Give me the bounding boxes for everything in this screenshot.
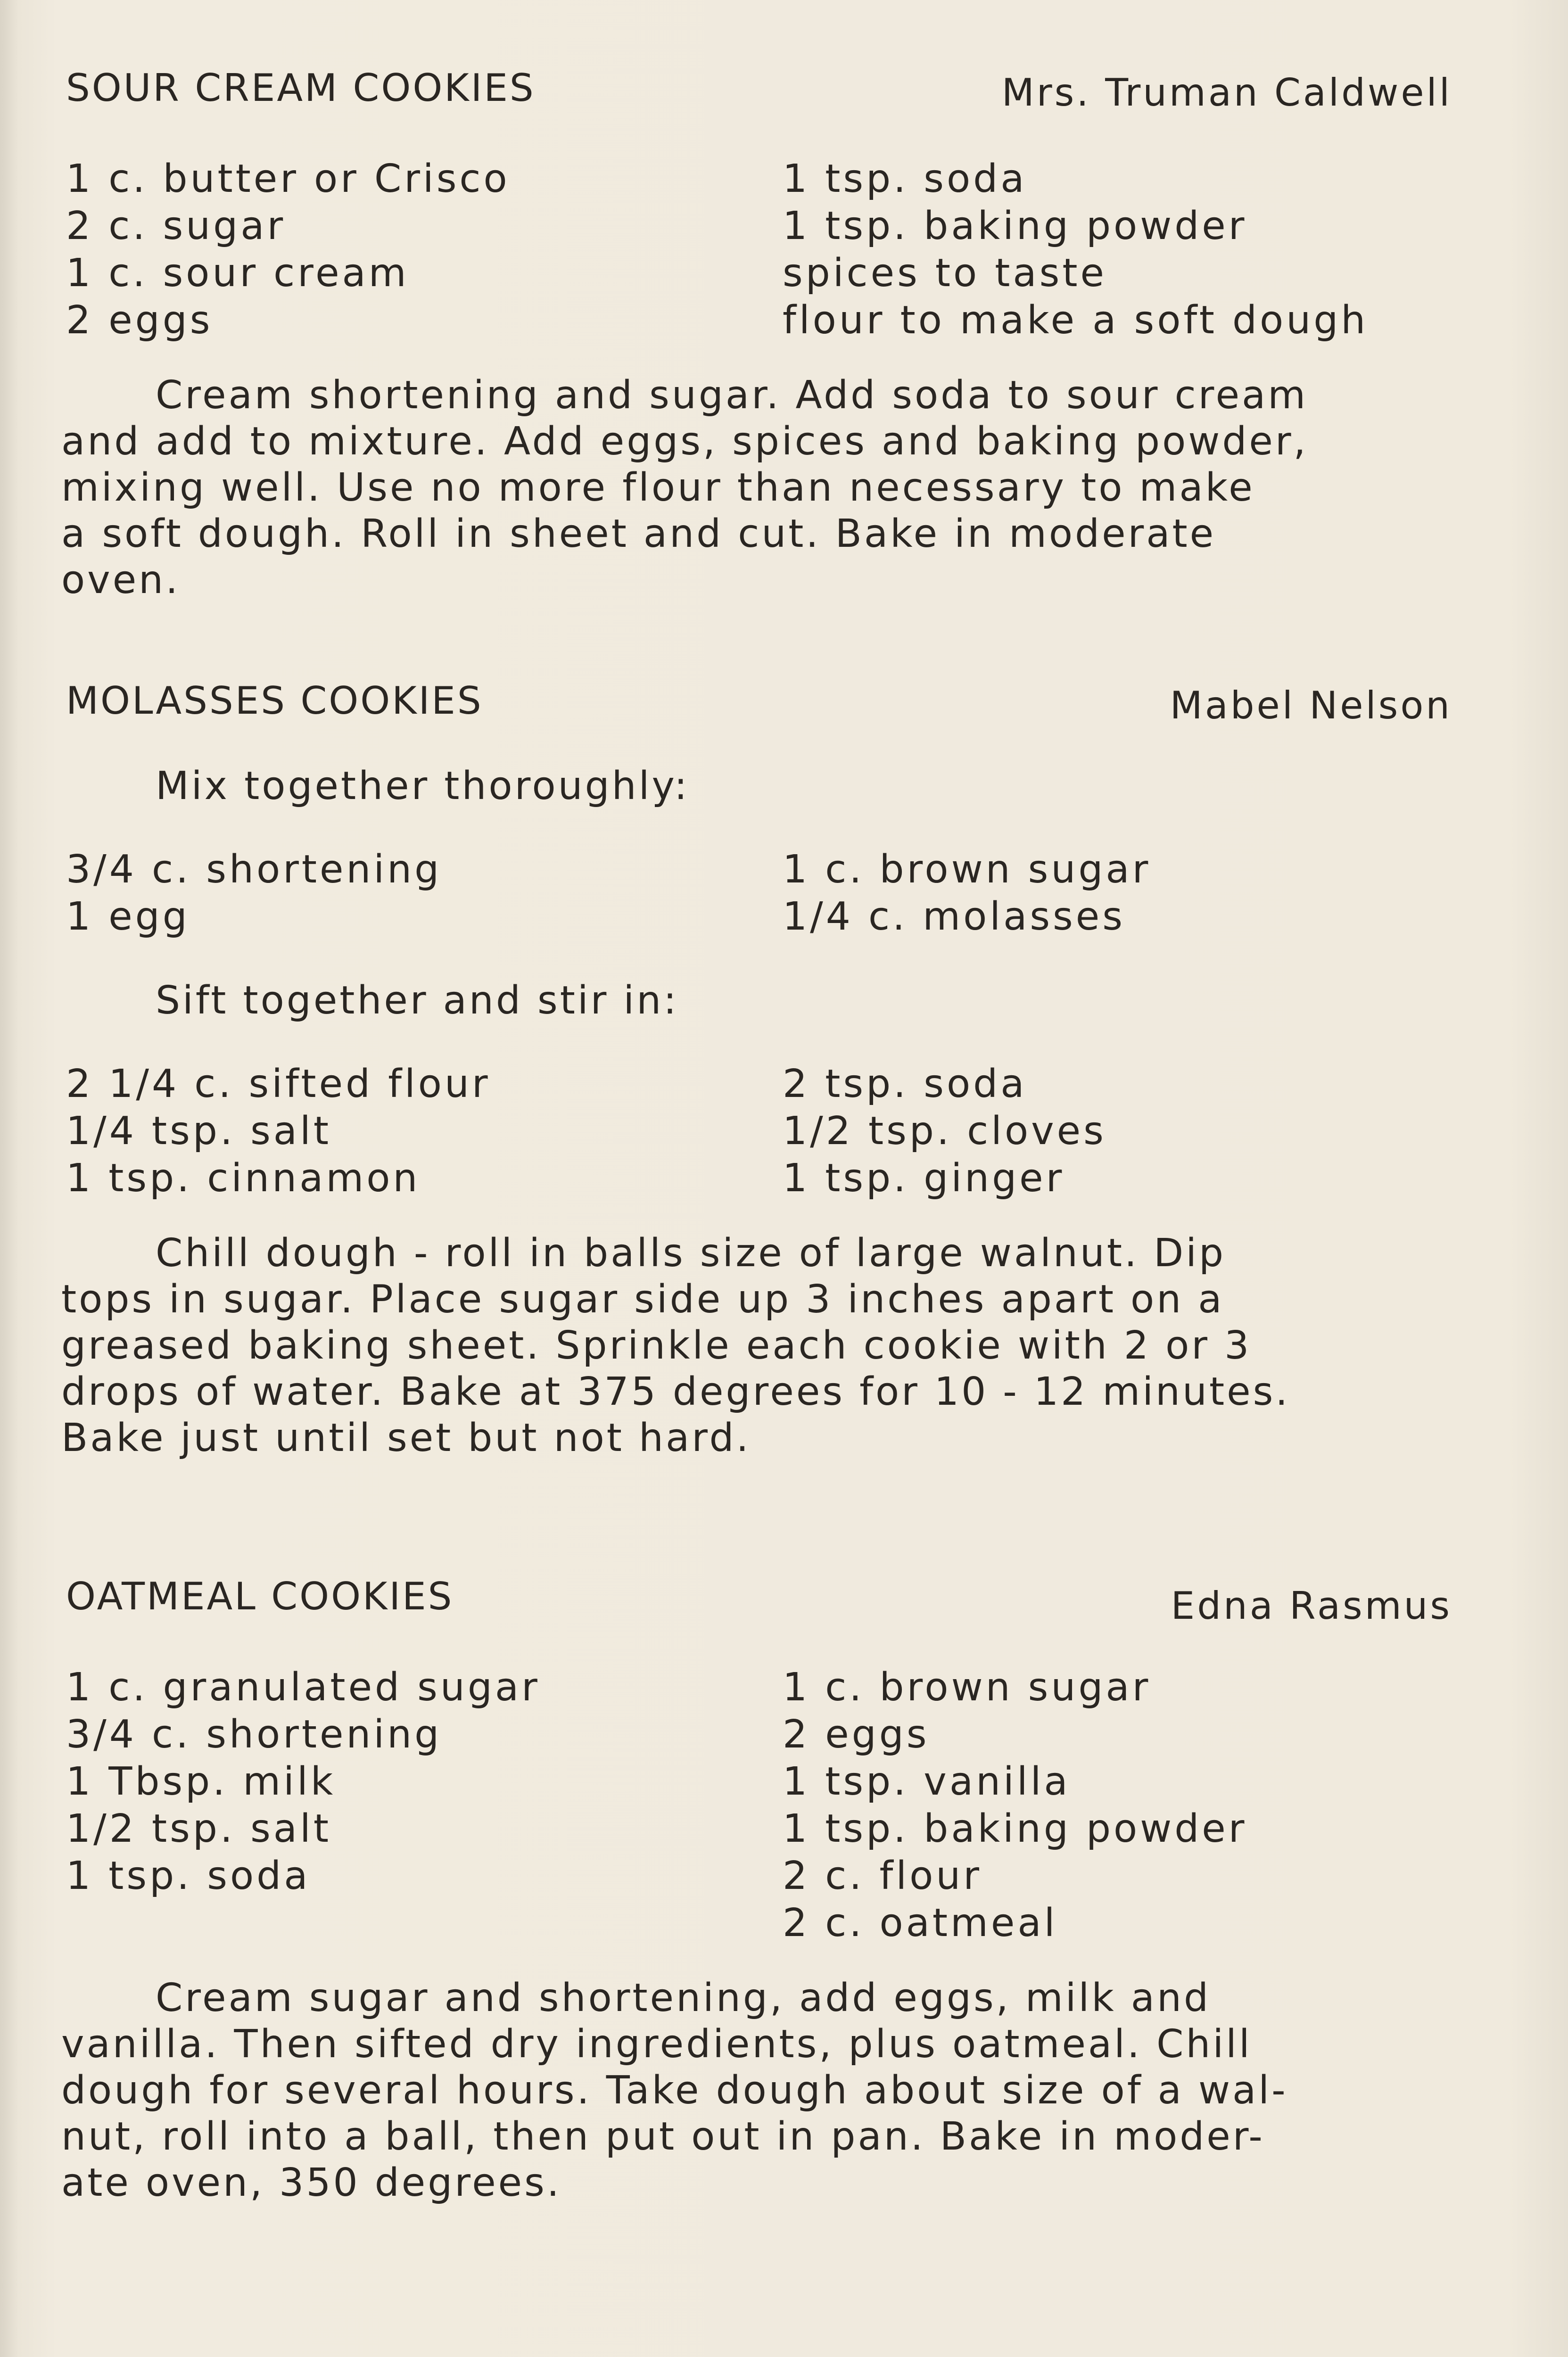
- ingredient: spices to taste: [783, 251, 1107, 296]
- ingredient: 1/4 c. molasses: [783, 894, 1125, 939]
- ingredient: 1 tsp. soda: [66, 1854, 311, 1898]
- directions-line: mixing well. Use no more flour than necessary to make: [61, 465, 1255, 510]
- ingredient: 2 c. oatmeal: [783, 1901, 1058, 1945]
- ingredients-left: [57, 1664, 783, 1947]
- ingredients-left: [57, 846, 783, 940]
- recipe-step: Mix together thoroughly:: [156, 764, 690, 808]
- directions-line: Chill dough - roll in balls size of large walnut. Dip: [156, 1231, 1226, 1276]
- ingredient: 1 c. butter or Crisco: [66, 157, 510, 201]
- ingredient: 2 c. sugar: [66, 204, 286, 248]
- ingredients-right: [783, 1061, 1106, 1202]
- directions-line: tops in sugar. Place sugar side up 3 inches apart on a: [61, 1277, 1224, 1322]
- recipe-directions: [57, 1230, 1452, 1461]
- ingredient: 2 eggs: [783, 1712, 930, 1757]
- ingredient: 1 Tbsp. milk: [66, 1759, 336, 1804]
- directions-line: nut, roll into a ball, then put out in pan. Bake in moder-: [61, 2114, 1265, 2159]
- recipe-oatmeal-cookies: [57, 1574, 1452, 2206]
- ingredient: 1 c. brown sugar: [783, 1665, 1151, 1710]
- ingredient: 1 tsp. baking powder: [783, 204, 1247, 248]
- ingredients-right: [783, 1664, 1247, 1947]
- directions-line: greased baking sheet. Sprinkle each cookie with 2 or 3: [61, 1323, 1252, 1368]
- ingredients-left: [57, 1061, 783, 1202]
- recipe-author: Mabel Nelson: [1170, 684, 1452, 727]
- recipe-title: OATMEAL COOKIES: [66, 1574, 454, 1618]
- directions-line: and add to mixture. Add eggs, spices and baking powder,: [61, 419, 1308, 464]
- ingredients-right: [783, 156, 1368, 344]
- directions-line: a soft dough. Roll in sheet and cut. Bake in moderate: [61, 511, 1216, 556]
- directions-line: vanilla. Then sifted dry ingredients, plus oatmeal. Chill: [61, 2022, 1252, 2067]
- recipe-sour-cream-cookies: [57, 66, 1452, 603]
- recipe-author: Edna Rasmus: [1171, 1584, 1452, 1628]
- ingredient: 2 1/4 c. sifted flour: [66, 1062, 491, 1106]
- directions-line: Cream sugar and shortening, add eggs, milk and: [156, 1976, 1211, 2020]
- ingredient: 1 tsp. baking powder: [783, 1806, 1247, 1851]
- ingredient: 1/2 tsp. salt: [66, 1806, 331, 1851]
- ingredient: 1 tsp. cinnamon: [66, 1156, 421, 1201]
- directions-line: ate oven, 350 degrees.: [61, 2160, 561, 2205]
- ingredient: 1 tsp. vanilla: [783, 1759, 1071, 1804]
- recipe-molasses-cookies: [57, 679, 1452, 1461]
- ingredient: 1 c. sour cream: [66, 251, 409, 296]
- ingredient: 1 tsp. ginger: [783, 1156, 1065, 1201]
- recipe-title: MOLASSES COOKIES: [66, 679, 483, 723]
- ingredient: 1 tsp. soda: [783, 157, 1027, 201]
- ingredient: 1 c. brown sugar: [783, 847, 1151, 892]
- directions-line: Cream shortening and sugar. Add soda to sour cream: [156, 373, 1308, 418]
- recipe-directions: [57, 1975, 1452, 2206]
- ingredient: 2 eggs: [66, 298, 213, 343]
- ingredient: 1 c. granulated sugar: [66, 1665, 540, 1710]
- directions-line: Bake just until set but not hard.: [61, 1416, 751, 1460]
- directions-line: oven.: [61, 558, 181, 602]
- recipe-step: Sift together and stir in:: [156, 978, 679, 1023]
- ingredient: flour to make a soft dough: [783, 298, 1369, 343]
- ingredient: 3/4 c. shortening: [66, 847, 442, 892]
- ingredient: 1/2 tsp. cloves: [783, 1109, 1106, 1154]
- ingredient: 2 c. flour: [783, 1854, 982, 1898]
- ingredients-right: [783, 846, 1151, 940]
- ingredients-left: [57, 156, 783, 344]
- ingredient: 1/4 tsp. salt: [66, 1109, 331, 1154]
- directions-line: drops of water. Bake at 375 degrees for 10 - 12 minutes.: [61, 1369, 1290, 1414]
- recipe-title: SOUR CREAM COOKIES: [66, 66, 536, 110]
- directions-line: dough for several hours. Take dough about size of a wal-: [61, 2068, 1288, 2113]
- recipe-author: Mrs. Truman Caldwell: [1001, 71, 1452, 115]
- ingredient: 2 tsp. soda: [783, 1062, 1027, 1106]
- ingredient: 1 egg: [66, 894, 190, 939]
- ingredient: 3/4 c. shortening: [66, 1712, 442, 1757]
- recipe-directions: [57, 372, 1452, 603]
